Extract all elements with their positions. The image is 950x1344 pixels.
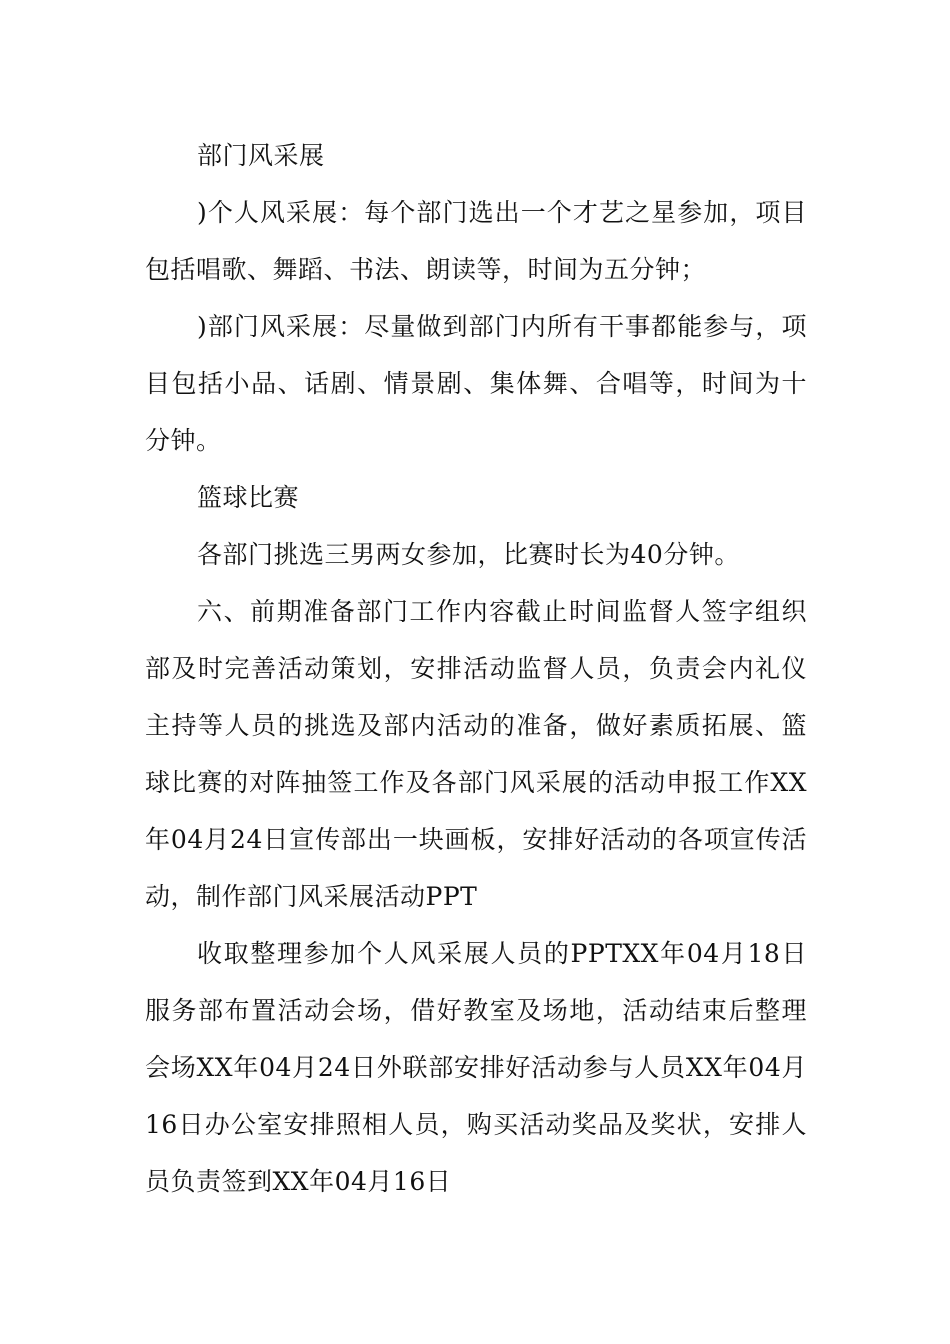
paragraph-preparation: 六、前期准备部门工作内容截止时间监督人签字组织部及时完善活动策划，安排活动监督人员，负责会内礼仪主持等人员的挑选及部内活动的准备，做好素质拓展、篮球比赛的对阵抽签工作及各部门风采展的活动申报工作XX年04月24日宣传部出一块画板，安排好活动的各项宣传活动，制作部门风采展活动PPT	[145, 597, 807, 911]
paragraph-preparation-continued: 收取整理参加个人风采展人员的PPTXX年04月18日服务部布置活动会场，借好教室及场地，活动结束后整理会场XX年04月24日外联部安排好活动参与人员XX年04月16日办公室安排照相人员，购买活动奖品及奖状，安排人员负责签到XX年04月16日	[145, 939, 807, 1196]
paragraph-section-heading-basketball: 篮球比赛	[197, 483, 300, 512]
paragraph-personal-showcase: )个人风采展：每个部门选出一个才艺之星参加，项目包括唱歌、舞蹈、书法、朗读等，时间为五分钟；	[145, 198, 807, 284]
document-body	[145, 127, 807, 1210]
paragraph-basketball-rules: 各部门挑选三男两女参加，比赛时长为40分钟。	[197, 540, 740, 569]
paragraph-dept-showcase: )部门风采展：尽量做到部门内所有干事都能参与，项目包括小品、话剧、情景剧、集体舞、合唱等，时间为十分钟。	[145, 312, 807, 455]
paragraph-section-heading-dept-showcase: 部门风采展	[197, 141, 325, 170]
